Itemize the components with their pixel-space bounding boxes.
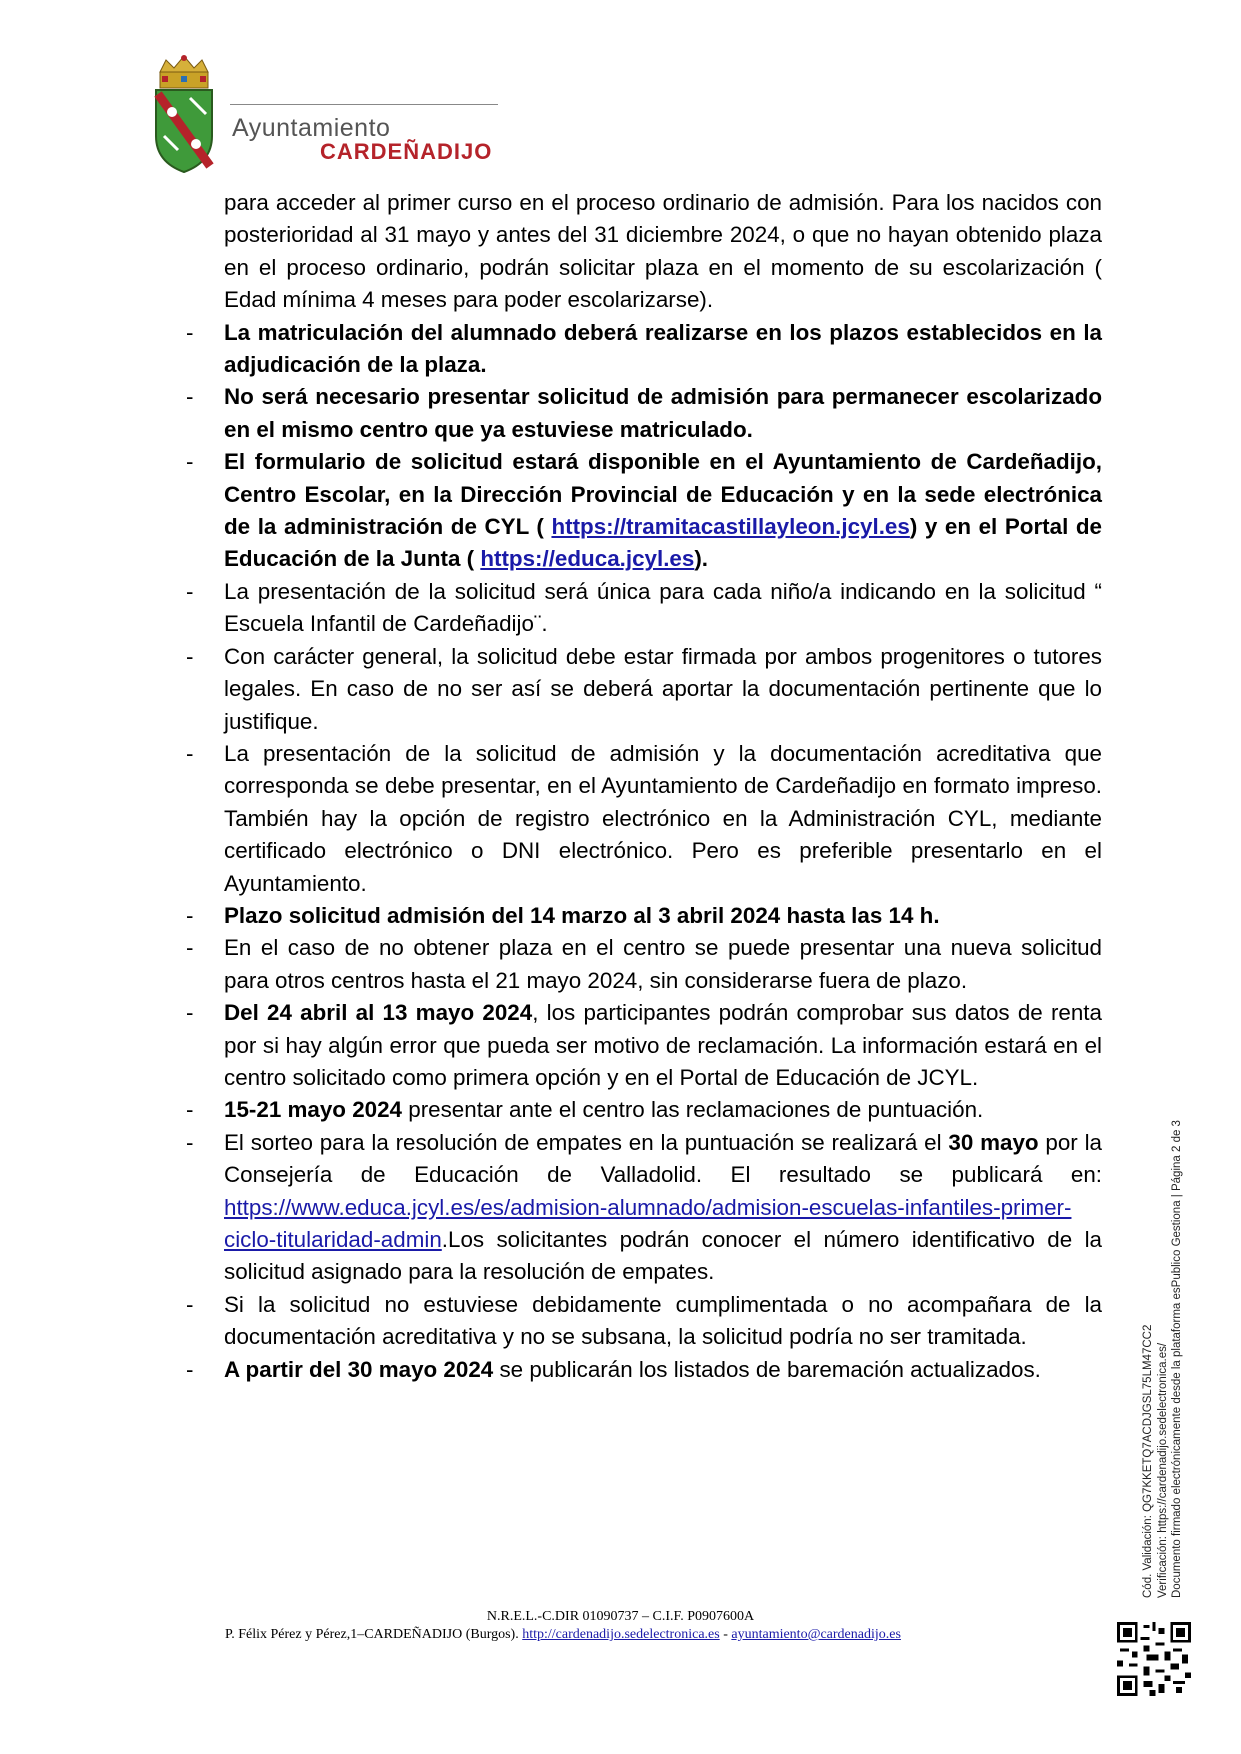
verification-url: Verificación: https://cardenadijo.sedelectronica.es/ — [1156, 1342, 1169, 1598]
intro-paragraph: para acceder al primer curso en el proceso ordinario de admisión. Para los nacidos con posterioridad al 31 mayo y antes del 31 diciembre 2024, o que no hayan obtenido plaza en el proceso ordinario, podrán solicitar plaza en el momento de su escolarización ( Edad mínima 4 meses para poder escolarizarse). — [224, 190, 1102, 313]
municipal-logo — [150, 54, 500, 174]
bold-dates: Del 24 abril al 13 mayo 2024 — [224, 1000, 533, 1026]
educa-link[interactable]: https://educa.jcyl.es — [480, 546, 695, 572]
list-dash: - — [186, 1356, 194, 1382]
logo-town-name: CARDEÑADIJO — [320, 139, 493, 164]
list-item — [180, 576, 1102, 641]
tramita-link[interactable]: https://tramitacastillayleon.jcyl.es — [551, 514, 910, 540]
list-item-text: La presentación de la solicitud de admisión y la documentación acreditativa que corresponda se debe presentar, en el Ayuntamiento de Cardeñadijo en formato impreso. También hay la opción de registro electrónico en la Administración CYL, mediante certificado electrónico o DNI electrónico. Pero es preferible presentarlo en el Ayuntamiento. — [224, 740, 1102, 896]
list-dash: - — [186, 449, 194, 475]
list-item — [180, 1127, 1102, 1289]
list-dash: - — [186, 1129, 194, 1155]
list-item — [180, 1354, 1102, 1386]
bold-dates: A partir del 30 mayo 2024 — [224, 1356, 494, 1382]
footer-contact — [225, 1627, 1025, 1643]
list-item — [180, 1289, 1102, 1354]
list-dash: - — [186, 578, 194, 604]
text-segment: ) y en el Portal de Educación de la Junta ( — [224, 514, 1102, 572]
text-segment: .Los solicitantes podrán conocer el número identificativo de la solicitud asignado para la resolución de empates. — [224, 1227, 1102, 1285]
list-item — [180, 1094, 1102, 1126]
list-item-text — [224, 1354, 1102, 1386]
coat-of-arms-icon — [150, 54, 218, 174]
list-dash: - — [186, 935, 194, 961]
list-item — [180, 317, 1102, 382]
list-dash: - — [186, 319, 194, 345]
list-item-text: Con carácter general, la solicitud debe estar firmada por ambos progenitores o tutores legales. En caso de no ser así se deberá aportar la documentación pertinente que lo justifique. — [224, 643, 1102, 734]
logo-title: Ayuntamiento — [232, 114, 391, 142]
list-item-text — [224, 1127, 1102, 1289]
list-dash: - — [186, 1000, 194, 1026]
list-item-text: Si la solicitud no estuviese debidamente cumplimentada o no acompañara de la documentación acreditativa y no se subsana, la solicitud podría no ser tramitada. — [224, 1291, 1102, 1350]
text-segment: ). — [694, 546, 709, 572]
text-segment: El sorteo para la resolución de empates en la puntuación se realizará el — [224, 1129, 949, 1155]
list-item-text — [224, 446, 1102, 576]
list-item — [180, 900, 1102, 932]
admision-link[interactable]: https://www.educa.jcyl.es/es/admision-alumnado/admision-escuelas-infantiles-primer-ciclo-titularidad-admin — [224, 1194, 1072, 1252]
list-item-text: La matriculación del alumnado deberá realizarse en los plazos establecidos en la adjudicación de la plaza. — [224, 319, 1102, 378]
list-item-text: La presentación de la solicitud será única para cada niño/a indicando en la solicitud “ Escuela Infantil de Cardeñadijo¨. — [224, 578, 1102, 637]
list-item-text — [224, 1094, 1102, 1126]
list-dash: - — [186, 1291, 194, 1317]
list-item-text: Plazo solicitud admisión del 14 marzo al 3 abril 2024 hasta las 14 h. — [224, 902, 940, 928]
qr-code-icon — [1117, 1622, 1191, 1696]
footer-separator: - — [719, 1627, 732, 1642]
list-item-text: En el caso de no obtener plaza en el centro se puede presentar una nueva solicitud para otros centros hasta el 21 mayo 2024, sin considerarse fuera de plazo. — [224, 935, 1102, 993]
text-segment: por la Consejería de Educación de Valladolid. El resultado se publicará en: — [224, 1129, 1102, 1188]
list-item — [180, 381, 1102, 446]
bold-dates: 15-21 mayo 2024 — [224, 1097, 403, 1123]
list-item — [180, 997, 1102, 1094]
footer-registry: N.R.E.L.-C.DIR 01090737 – C.I.F. P0907600A — [486, 1609, 755, 1624]
validation-code: Cód. Validación: QG7KKETQ7ACDJGSL75LM47CC2 — [1142, 1324, 1154, 1598]
footer-web-link[interactable]: http://cardenadijo.sedelectronica.es — [522, 1627, 720, 1642]
text-segment: presentar ante el centro las reclamaciones de puntuación. — [402, 1097, 984, 1123]
document-body — [180, 187, 1102, 1386]
list-dash: - — [186, 902, 194, 928]
list-item-text: No será necesario presentar solicitud de admisión para permanecer escolarizado en el mismo centro que ya estuviese matriculado. — [224, 384, 1102, 442]
bold-dates: 30 mayo — [948, 1129, 1039, 1155]
signature-note: Documento firmado electrónicamente desde la plataforma esPublico Gestiona | Página 2 de 3 — [1171, 1120, 1183, 1598]
footer-email-link[interactable]: ayuntamiento@cardenadijo.es — [731, 1627, 901, 1642]
list-dash: - — [186, 740, 194, 766]
logo-divider — [230, 104, 498, 105]
text-segment: se publicarán los listados de baremación actualizados. — [493, 1356, 1041, 1382]
list-item — [180, 738, 1102, 900]
text-segment: , los participantes podrán comprobar sus datos de renta por si hay algún error que pueda ser motivo de reclamación. La información estará en el centro solicitado como primera opción y en el Portal de Educación de JCYL. — [224, 1000, 1102, 1090]
list-dash: - — [186, 643, 194, 669]
list-dash: - — [186, 1097, 194, 1123]
list-dash: - — [186, 384, 194, 410]
footer-address: P. Félix Pérez y Pérez,1–CARDEÑADIJO (Burgos). — [225, 1627, 523, 1642]
list-item — [180, 446, 1102, 576]
list-item — [180, 641, 1102, 738]
text-segment: El formulario de solicitud estará disponible en el Ayuntamiento de Cardeñadijo, Centro Escolar, en la Dirección Provincial de Educación y en la sede electrónica de la administración de CYL ( — [224, 449, 1102, 540]
list-item-text — [224, 997, 1102, 1094]
list-item — [180, 932, 1102, 997]
